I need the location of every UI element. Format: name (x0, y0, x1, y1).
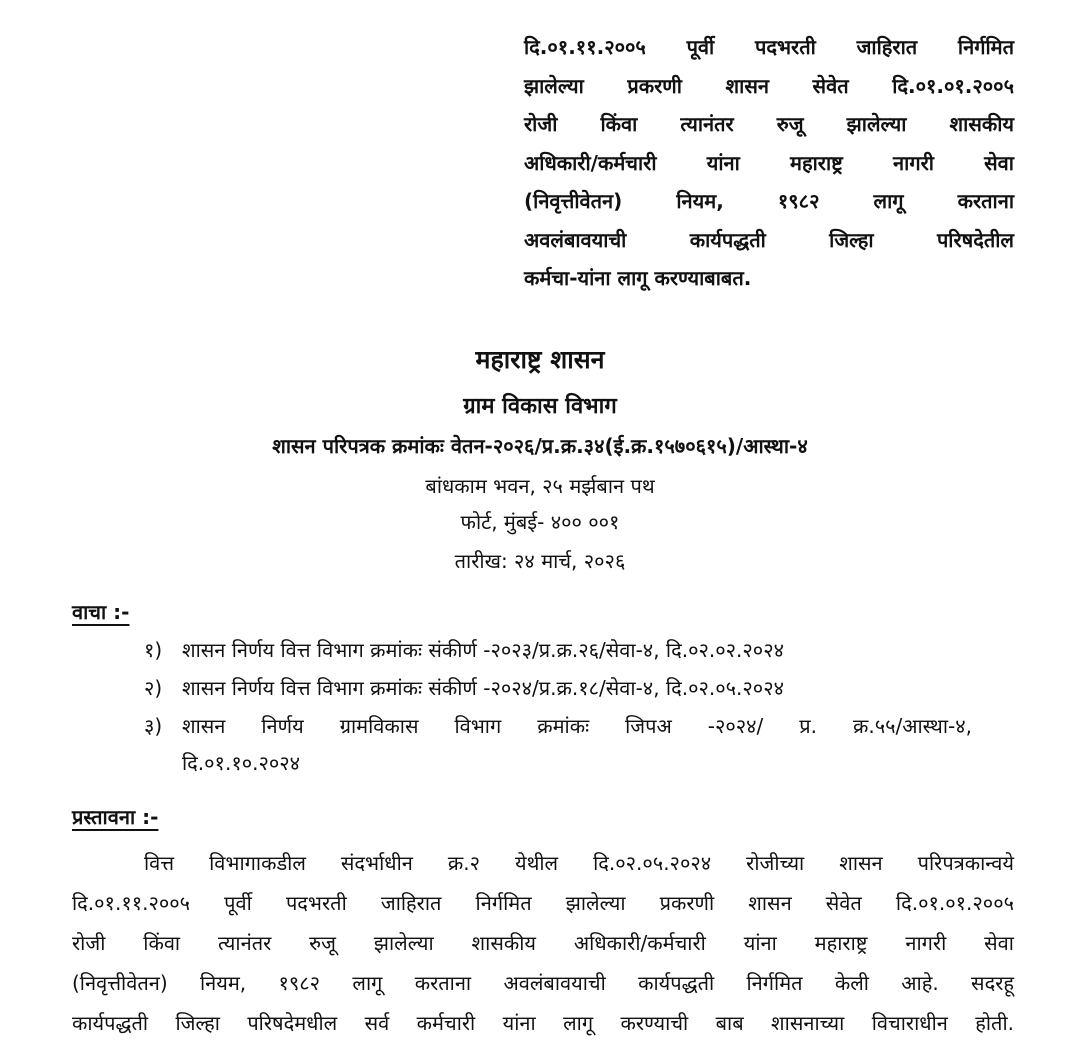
references-heading: वाचा :- (72, 600, 130, 624)
subject-line: कर्मचा-यांना लागू करण्याबाबत. (524, 266, 752, 290)
paragraph-line: (निवृत्तीवेतन) नियम, १९८२ लागू करताना अवलंबावयाची कार्यपद्धती निर्गमित केली आहे. सदरहू (72, 971, 1014, 995)
reference-number: १) (144, 638, 163, 662)
issue-date: तारीख: २४ मार्च, २०२६ (454, 549, 626, 573)
government-title: महाराष्ट्र शासन (475, 345, 605, 374)
paragraph-line: रोजी किंवा त्यानंतर रुजू झालेल्या शासकीय अधिकारी/कर्मचारी यांना महाराष्ट्र नागरी सेवा (72, 931, 1014, 955)
circular-number: शासन परिपत्रक क्रमांकः वेतन-२०२६/प्र.क्र.३४(ई.क्र.१५७०६१५)/आस्था-४ (272, 434, 808, 458)
subject-line: अवलंबावयाची कार्यपद्धती जिल्हा परिषदेतील (524, 227, 1014, 252)
reference-text: शासन निर्णय वित्त विभाग क्रमांकः संकीर्ण -२०२४/प्र.क्र.१८/सेवा-४, दि.०२.०५.२०२४ (182, 676, 784, 700)
reference-number: ३) (144, 714, 163, 738)
subject-line: रोजी किंवा त्यानंतर रुजू झालेल्या शासकीय (524, 112, 1014, 136)
subject-block (524, 28, 1014, 298)
preamble-heading: प्रस्तावना :- (72, 805, 159, 829)
address-line: फोर्ट, मुंबई- ४०० ००१ (460, 510, 620, 534)
preamble-paragraph (72, 843, 1014, 1043)
reference-text: शासन निर्णय वित्त विभाग क्रमांकः संकीर्ण -२०२३/प्र.क्र.२६/सेवा-४, दि.०२.०२.२०२४ (182, 638, 784, 662)
subject-line: दि.०१.११.२००५ पूर्वी पदभरती जाहिरात निर्गमित (524, 35, 1014, 59)
address-line: बांधकाम भवन, २५ मर्झबान पथ (425, 474, 655, 498)
subject-line: झालेल्या प्रकरणी शासन सेवेत दि.०१.०१.२००५ (524, 73, 1014, 98)
subject-line: अधिकारी/कर्मचारी यांना महाराष्ट्र नागरी सेवा (524, 150, 1014, 175)
subject-line: (निवृत्तीवेतन) नियम, १९८२ लागू करताना (524, 189, 1014, 213)
reference-number: २) (144, 676, 163, 700)
reference-text: शासन निर्णय ग्रामविकास विभाग क्रमांकः जिपअ -२०२४/ प्र. क्र.५५/आस्था-४, (182, 714, 972, 738)
paragraph-line: दि.०१.११.२००५ पूर्वी पदभरती जाहिरात निर्गमित झालेल्या प्रकरणी शासन सेवेत दि.०१.०१.२००५ (72, 891, 1014, 915)
paragraph-line: वित्त विभागाकडील संदर्भाधीन क्र.२ येथील दि.०२.०५.२०२४ रोजीच्या शासन परिपत्रकान्वये (144, 851, 1014, 875)
paragraph-line: कार्यपद्धती जिल्हा परिषदेमधील सर्व कर्मचारी यांना लागू करण्याची बाब शासनाच्या विचाराधीन होती. (72, 1011, 1014, 1035)
department-title: ग्राम विकास विभाग (463, 394, 617, 419)
reference-continuation: दि.०१.१०.२०२४ (182, 751, 301, 775)
